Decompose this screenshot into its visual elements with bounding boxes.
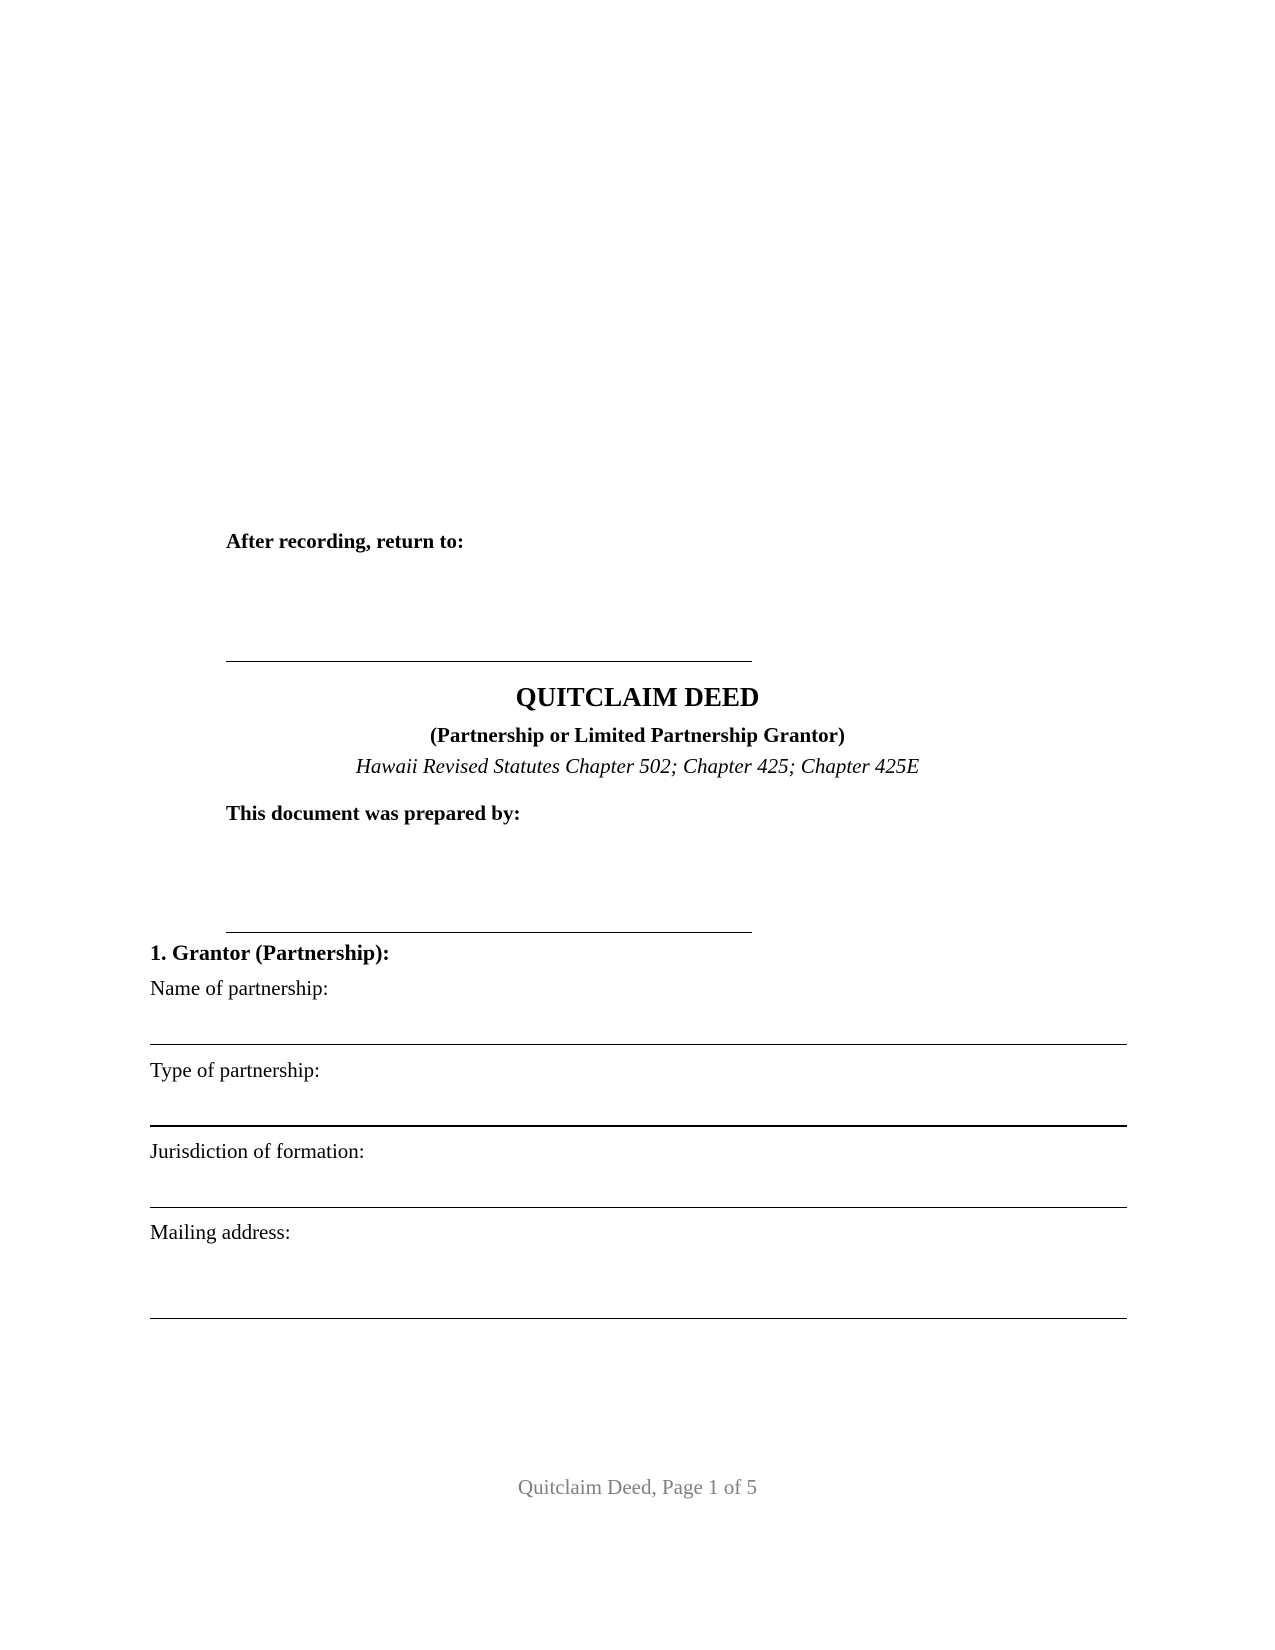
jurisdiction-label: Jurisdiction of formation:	[150, 1139, 365, 1163]
statute-reference: Hawaii Revised Statutes Chapter 502; Chapter 425; Chapter 425E	[355, 754, 920, 778]
document-title: QUITCLAIM DEED	[515, 682, 760, 712]
partnership-type-label: Type of partnership:	[150, 1058, 320, 1082]
mailing-address-label: Mailing address:	[150, 1220, 291, 1244]
return-to-label: After recording, return to:	[226, 529, 464, 553]
prepared-by-label: This document was prepared by:	[226, 801, 521, 825]
partnership-name-label: Name of partnership:	[150, 976, 329, 1000]
prepared-by-line	[226, 932, 752, 933]
grantor-section-heading: 1. Grantor (Partnership):	[150, 940, 390, 965]
return-to-line	[226, 661, 752, 662]
partnership-type-field[interactable]	[150, 1125, 1127, 1127]
document-subtitle: (Partnership or Limited Partnership Grantor)	[430, 723, 845, 747]
page-footer: Quitclaim Deed, Page 1 of 5	[517, 1475, 758, 1499]
mailing-address-field[interactable]	[150, 1318, 1127, 1319]
jurisdiction-field[interactable]	[150, 1207, 1127, 1208]
partnership-name-field[interactable]	[150, 1044, 1127, 1045]
